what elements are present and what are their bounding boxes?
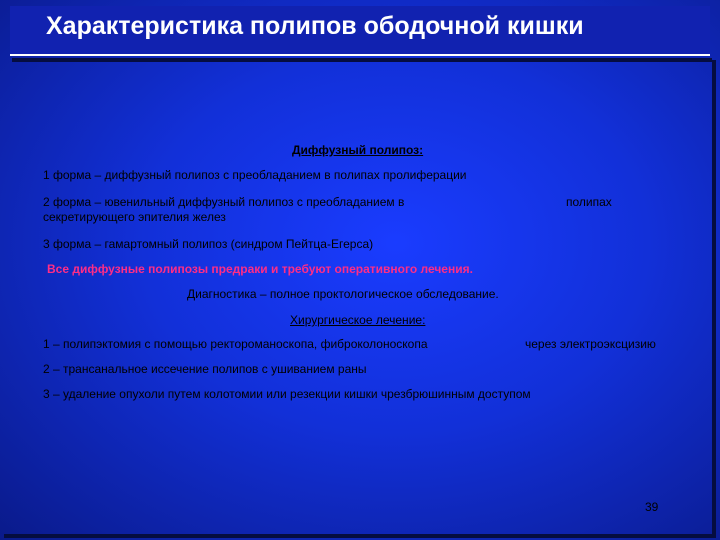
page-number: 39 [645,500,659,514]
form1-text: 1 форма – диффузный полипоз с преобладанием в полипах пролиферации [43,168,467,182]
surgery2-text: 2 – трансанальное иссечение полипов с ушиванием раны [43,362,367,376]
form2-text-part2: полипах [566,195,612,209]
form2-text-part3: секретирующего эпителия желез [43,210,226,224]
frame-bottom-shadow [4,534,716,538]
surgery3-text: 3 – удаление опухоли путем колотомии или резекции кишки чрезбрюшинным доступом [43,387,531,401]
diagnostics-text: Диагностика – полное проктологическое обследование. [187,287,499,301]
form2-text-part1: 2 форма – ювенильный диффузный полипоз с преобладанием в [43,195,405,209]
warning-text: Все диффузные полипозы предраки и требуют оперативного лечения. [47,262,473,276]
diffuse-polyposis-heading: Диффузный полипоз: [292,143,424,157]
surgery1-text-part2: через электроэксцизию [525,337,656,351]
slide-title: Характеристика полипов ободочной кишки [46,12,584,40]
title-underline-shadow [12,58,712,62]
form3-text: 3 форма – гамартомный полипоз (синдром Пейтца-Егерса) [43,237,374,251]
frame-right-shadow [712,60,716,536]
surgery-heading: Хирургическое лечение: [290,313,426,327]
surgery1-text-part1: 1 – полипэктомия с помощью ректороманоскопа, фиброколоноскопа [43,337,428,351]
